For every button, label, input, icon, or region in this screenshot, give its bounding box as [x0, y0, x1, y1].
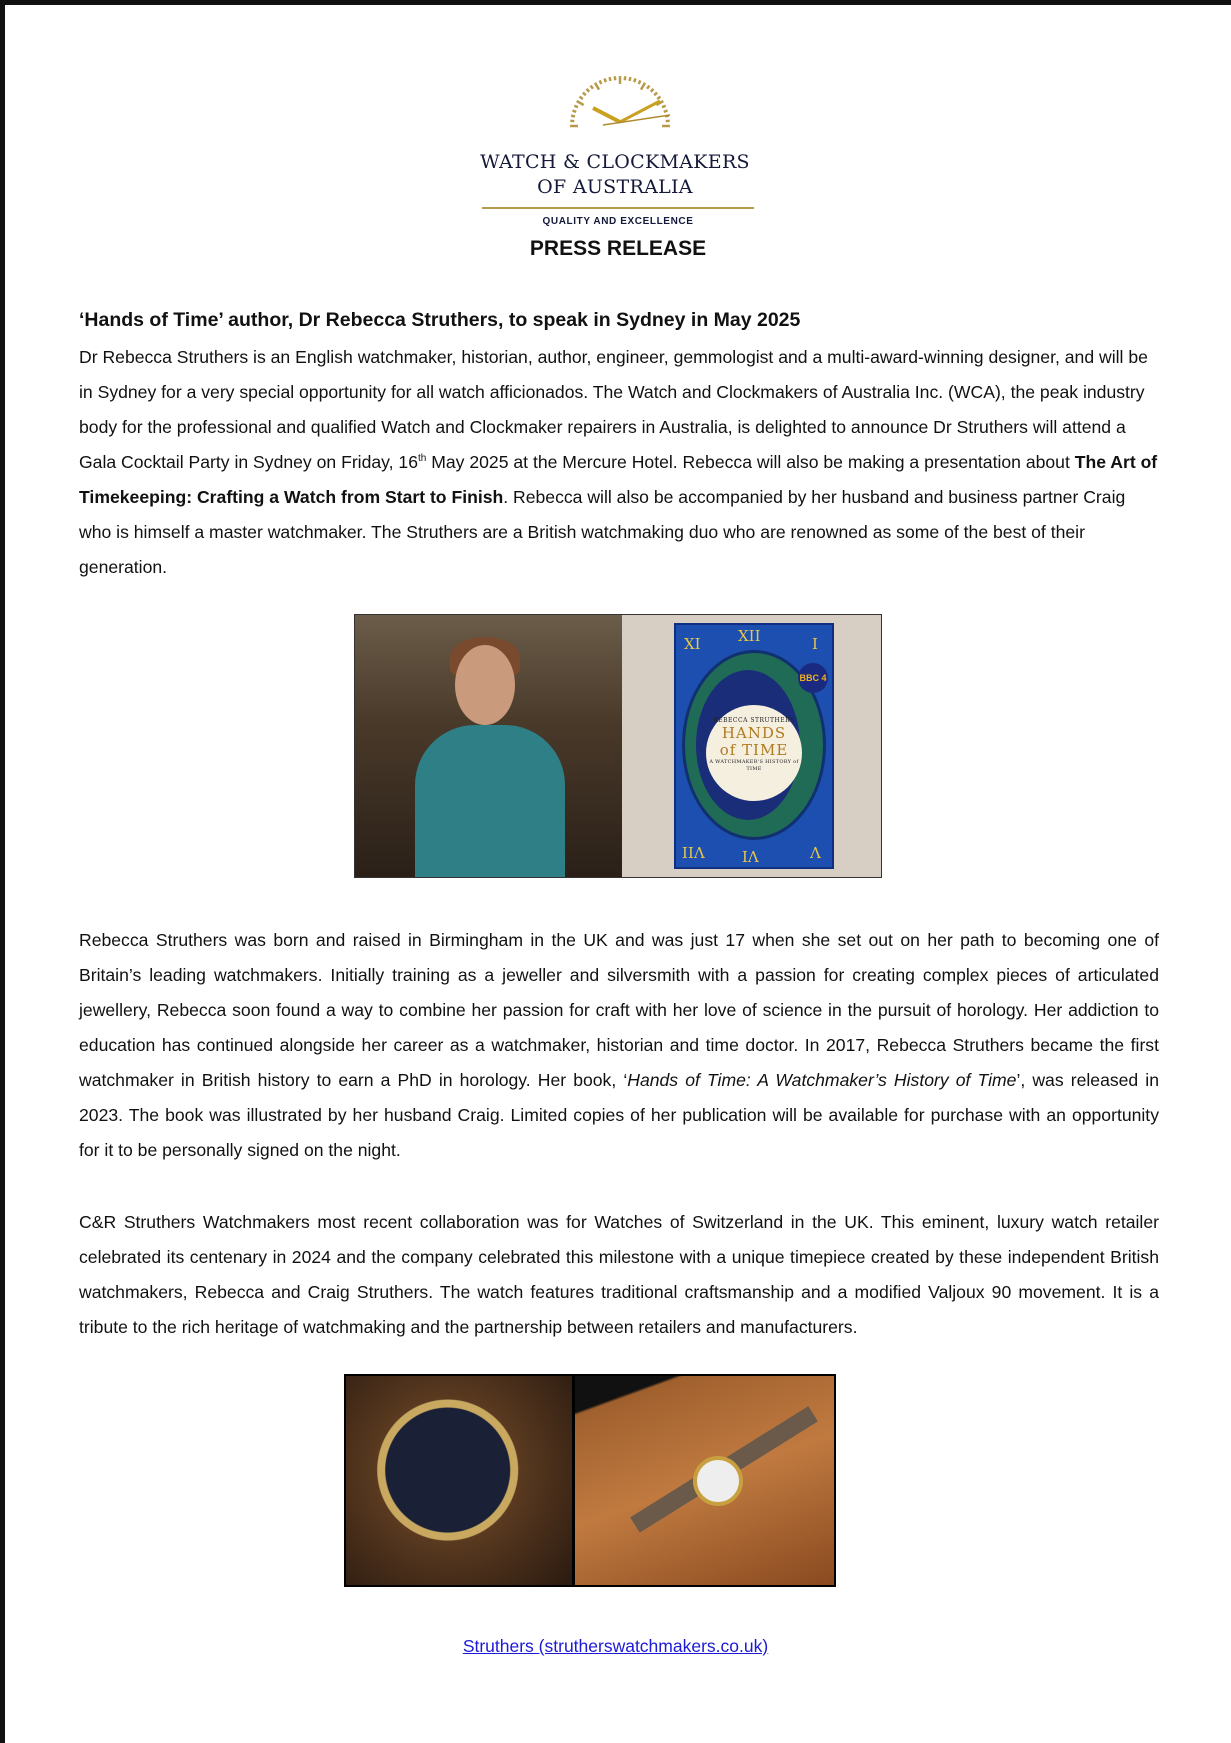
clock-tick	[654, 93, 657, 96]
numeral: VII	[682, 843, 705, 861]
paragraph-intro	[79, 340, 1159, 585]
article-title: ‘Hands of Time’ author, Dr Rebecca Struthers, to speak in Sydney in May 2025	[79, 309, 801, 331]
text: Dr Rebecca Struthers is an English watchmaker, historian, author, engineer, gemmologist and a multi-award-winning designer, and will be in Sydney for a very special opportunity for all watch afficionados. The Watch and Clockmakers of Australia Inc. (WCA), the peak industry body for the professional and qualified Watch and Clockmaker repairers in Australia, is delighted to announce Dr Struthers will attend a Gala Cocktail Party in Sydney on Friday, 16	[79, 347, 1148, 472]
text: Rebecca Struthers was born and raised in Birmingham in the UK and was just 17 when she set out on her path to becoming one of Britain’s leading watchmakers. Initially training as a jeweller and silversmith with a passion for creating complex pieces of articulated jewellery, Rebecca soon found a way to combine her passion for craft with her love of science in the pursuit of horology. Her addiction to education has continued alongside her career as a watchmaker, historian and time doctor. In 2017, Rebecca Struthers became the first watchmaker in British history to earn a PhD in horology. Her book, ‘	[79, 930, 1159, 1090]
clock-tick	[610, 77, 611, 81]
book-subtitle: A WATCHMAKER'S HISTORY of TIME	[709, 759, 799, 772]
paragraph-collaboration: C&R Struthers Watchmakers most recent collaboration was for Watches of Switzerland in the UK. This eminent, luxury watch retailer celebrated its centenary in 2024 and the company celebrated this milestone with a unique timepiece created by these independent British watchmakers, Rebecca and Craig Struthers. The watch features traditional craftsmanship and a modified Valjoux 90 movement. It is a tribute to the rich heritage of watchmaking and the partnership between retailers and manufacturers.	[79, 1212, 1159, 1337]
numeral: VI	[742, 847, 759, 865]
clock-tick	[580, 97, 583, 99]
clock-tick	[662, 106, 666, 108]
page-border-left	[0, 0, 5, 1743]
org-name-line2: OF AUSTRALIA	[537, 176, 693, 198]
author-photo	[355, 615, 622, 877]
numeral: I	[812, 635, 818, 653]
clock-tick	[577, 101, 584, 105]
ordinal-suffix: th	[418, 453, 427, 465]
book-author: REBECCA STRUTHERS	[713, 717, 795, 724]
text: . Rebecca will also be accompanied by her husband and business partner Craig who is himself a master watchmaker. The Struthers are a British watchmaking duo who are renowned as some of the best of their generation.	[79, 487, 1126, 577]
clock-tick	[600, 80, 602, 84]
clock-tick	[572, 111, 576, 112]
bbc-badge: BBC 4	[798, 663, 828, 693]
clock-tick	[634, 78, 635, 82]
paragraph-biography	[79, 923, 1159, 1168]
book-title-italic: Hands of Time: A Watchmaker’s History of Time	[627, 1070, 1017, 1090]
author-and-book-image	[354, 614, 882, 878]
clock-tick	[571, 116, 575, 117]
org-name-line1: WATCH & CLOCKMAKERS	[480, 151, 750, 173]
wca-logo	[470, 70, 760, 202]
numeral: XI	[684, 635, 701, 653]
clock-arc-icon	[470, 70, 760, 130]
clock-tick	[641, 83, 645, 90]
presentation-title: The Art of Timekeeping: Crafting a Watch from Start to Finish	[79, 452, 1158, 507]
book-title: of TIME	[719, 741, 789, 759]
clock-tick	[583, 93, 586, 96]
clock-tick	[657, 97, 660, 99]
text: ’, was released in 2023. The book was illustrated by her husband Craig. Limited copies of her publication will be available for purchase with an opportunity for it to be personally signed on the night.	[79, 1070, 1159, 1160]
clock-tick	[647, 86, 649, 89]
watch-on-box-photo	[575, 1376, 834, 1585]
clock-tick	[587, 89, 590, 92]
clock-tick	[664, 111, 668, 112]
clock-tick	[574, 106, 578, 108]
clock-tick	[595, 83, 599, 90]
book-title: HANDS	[721, 724, 787, 742]
struthers-website-link[interactable]: Struthers (strutherswatchmakers.co.uk)	[462, 1636, 769, 1656]
book-cover-photo	[622, 615, 881, 877]
watch-images	[344, 1374, 836, 1587]
clock-tick	[591, 86, 593, 89]
logo-divider	[482, 207, 754, 209]
watch-dial-photo	[346, 1376, 572, 1585]
numeral: XII	[738, 627, 761, 645]
clock-tick	[605, 78, 606, 82]
text: May 2025 at the Mercure Hotel. Rebecca will also be making a presentation about	[426, 452, 1075, 472]
press-release-heading: PRESS RELEASE	[529, 237, 707, 260]
page-border-top	[0, 0, 1231, 5]
clock-tick	[630, 77, 631, 81]
clock-tick	[651, 89, 654, 92]
clock-tick	[639, 80, 641, 84]
numeral: V	[810, 843, 821, 861]
logo-tagline: QUALITY AND EXCELLENCE	[542, 216, 694, 227]
